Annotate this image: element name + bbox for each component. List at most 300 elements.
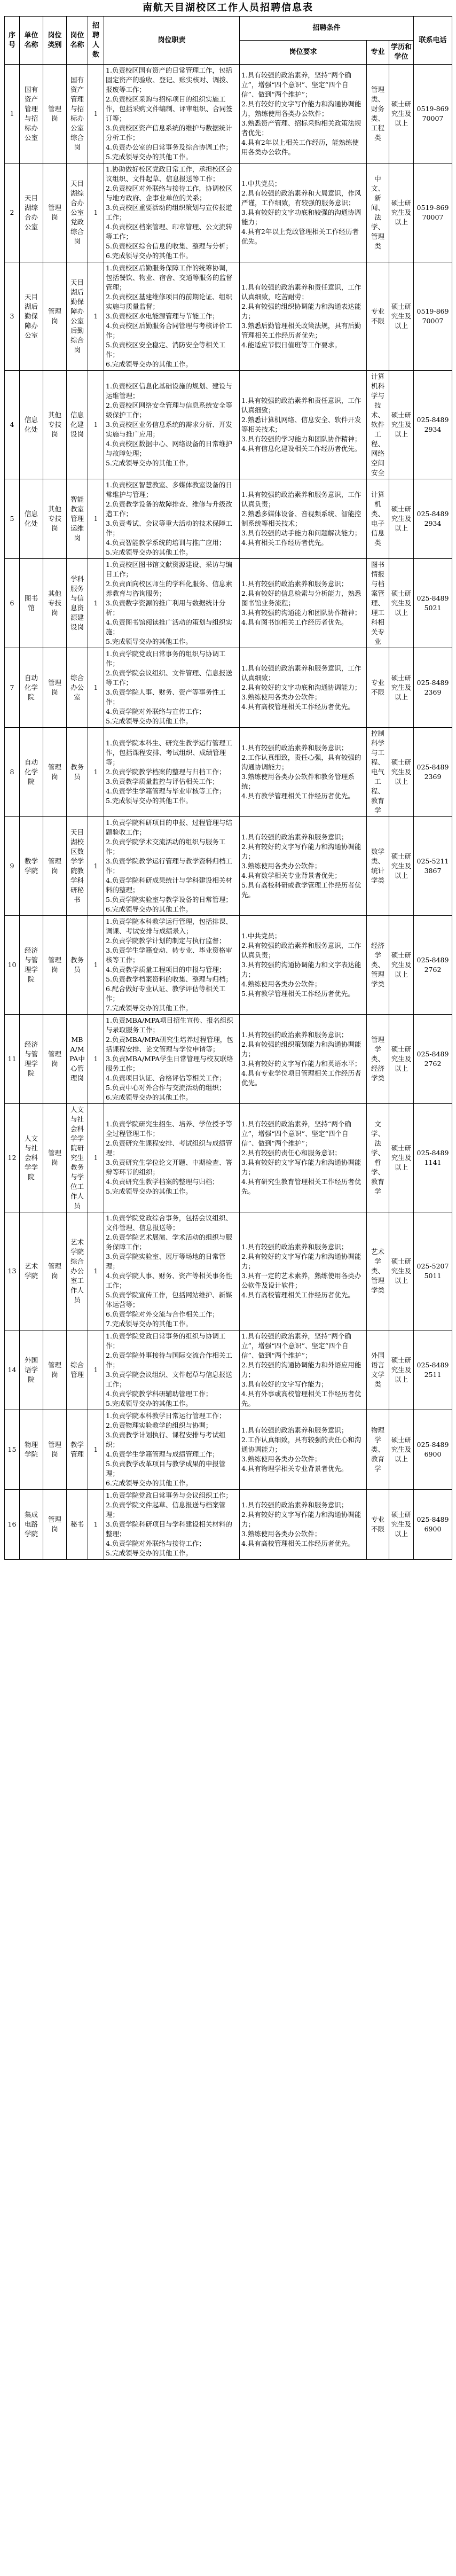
duty-item: 1.协助做好校区党政日常工作，承担校区会议组织、文件起草、信息报送等工作；	[106, 165, 232, 183]
row-unit: 天目湖后勤保障办公室	[20, 262, 43, 371]
document-title: 南航天目湖校区工作人员招聘信息表	[143, 2, 313, 13]
duty-item: 5.负责校区综合信息的收集、整理与分析；	[106, 242, 232, 250]
header-seq: 序号	[5, 17, 20, 65]
row-post-type: 管理岗	[43, 916, 67, 1015]
duty-item: 6.完成领导交办的其他工作。	[106, 1479, 192, 1487]
row-post-requirements	[240, 1212, 367, 1330]
row-count: 1	[88, 1330, 104, 1410]
duty-item: 7.完成领导交办的其他工作。	[106, 1320, 192, 1328]
duty-item: 2.负责校区采购与招标项目的组织实施工作，包括采购文件编制、评审组织、合同签订等；	[106, 95, 233, 122]
row-duties	[104, 164, 240, 262]
row-major: 计算机科学与技术、软件工程、网络空间安全	[367, 371, 389, 479]
row-post-type: 管理岗	[43, 262, 67, 371]
duty-item: 7.完成领导交办的其他工作。	[106, 1004, 192, 1012]
row-seq: 4	[5, 371, 20, 479]
requirement-item: 4.具有专业学位项目管理相关工作经历者优先。	[241, 1069, 361, 1087]
duty-item: 6.完成领导交办的其他工作。	[106, 1093, 192, 1101]
requirement-item: 4.具有高校管理相关工作经历者优先。	[241, 1539, 355, 1547]
table-row	[5, 916, 452, 1015]
row-degree: 硕士研究生及以上	[389, 916, 414, 1015]
table-row	[5, 262, 452, 371]
requirement-item: 3.熟练使用各类办公软件和教务管理系统；	[241, 773, 355, 790]
row-unit: 天目湖综合办公室	[20, 164, 43, 262]
row-major: 控制科学与工程、电气工程、教育学	[367, 728, 389, 817]
row-phone: 0519-86970007	[414, 65, 452, 164]
row-major: 经济学类、管理学类	[367, 916, 389, 1015]
requirement-item: 4.熟练使用各类办公软件；	[241, 980, 321, 988]
row-major: 计算机类、电子信息类	[367, 479, 389, 559]
row-phone: 025-84892369	[414, 648, 452, 728]
duty-item: 2.负责面向校区师生的学科化服务、信息素养教育与咨询服务；	[106, 580, 232, 597]
duty-item: 4.负责办公室的日常事务及综合协调工作；	[106, 143, 232, 151]
requirement-item: 2.工作认真细致，具有较强的责任心和沟通协调能力；	[241, 1436, 361, 1453]
duty-item: 4.负责学院对外联络与接待工作；	[106, 1539, 206, 1547]
requirement-item: 3.具有较强的学习能力和团队协作精神；	[241, 435, 361, 443]
table-row	[5, 1104, 452, 1212]
duty-item: 5.完成领导交办的其他工作。	[106, 1549, 192, 1557]
duty-item: 5.负责校区安全稳定、消防安全等相关工作；	[106, 341, 226, 359]
row-post-name: 秘书	[67, 1490, 88, 1560]
duty-item: 2.负责学院外事接待与国际交流合作相关工作；	[106, 1351, 232, 1369]
row-post-requirements	[240, 728, 367, 817]
requirement-item: 1.具有较强的政治素养和服务意识，工作认真细致；	[241, 664, 361, 682]
row-degree: 硕士研究生及以上	[389, 817, 414, 916]
duty-item: 2.负责教学设备的故障排查、维修与升级改造工作；	[106, 500, 232, 518]
row-major: 物理学类、教育学	[367, 1410, 389, 1490]
requirement-item: 4.具有数学相关专业背景者优先；	[241, 871, 341, 880]
table-row	[5, 1330, 452, 1410]
row-post-type: 管理岗	[43, 1330, 67, 1410]
requirement-item: 2.具有较好的文字写作能力和沟通协调能力；	[241, 1511, 361, 1528]
requirement-item: 1.具有较强的政治素养和服务意识；	[241, 1243, 348, 1251]
duty-item: 4.负责学生学籍管理与毕业审核等工作；	[106, 787, 226, 795]
duty-item: 3.负责考试、会议等重大活动的技术保障工作；	[106, 519, 232, 537]
duty-item: 2.负责校区基建维修项目的前期论证、组织实施与质量监督；	[106, 293, 232, 310]
requirement-item: 4.能适应节假日值班等工作要求。	[241, 341, 341, 349]
row-phone: 0519-86970007	[414, 262, 452, 371]
duty-item: 2.负责学院艺术展演、学术活动的组织与服务保障工作；	[106, 1233, 232, 1251]
duty-item: 4.负责学院人事、财务、资产等相关事务性工作；	[106, 1272, 232, 1289]
duty-item: 2.负责学院文件起草、信息报送与档案管理；	[106, 1501, 226, 1519]
row-count: 1	[88, 559, 104, 648]
requirement-item: 3.具有较强的沟通能力和团队协作精神；	[241, 609, 361, 617]
duty-item: 5.完成领导交办的其他工作。	[106, 1399, 192, 1407]
requirement-item: 3.熟悉资产管理、招标采购相关政策法规者优先；	[241, 119, 361, 137]
requirement-item: 3.具有较好的文字写作能力；	[241, 1380, 328, 1388]
row-degree: 硕士研究生及以上	[389, 1104, 414, 1212]
row-phone: 0519-86970007	[414, 164, 452, 262]
row-unit: 集成电路学院	[20, 1490, 43, 1560]
header-post-name: 岗位名称	[67, 17, 88, 65]
table-row	[5, 559, 452, 648]
row-seq: 13	[5, 1212, 20, 1330]
row-seq: 6	[5, 559, 20, 648]
requirement-item: 1.具有较强的政治素养，坚持“两个确立”，增强“四个意识”、坚定“四个自信”、做到“两个维护”；	[241, 1120, 351, 1147]
row-seq: 2	[5, 164, 20, 262]
row-duties	[104, 1490, 240, 1560]
row-count: 1	[88, 164, 104, 262]
duty-item: 4.负责学院教学科研辅助管理工作；	[106, 1390, 213, 1398]
requirement-item: 2.具有较强的组织策划能力和沟通协调能力；	[241, 1040, 361, 1058]
requirement-item: 2.熟悉多媒体设备、音视频系统、智能控制系统等相关技术；	[241, 510, 361, 527]
row-post-requirements	[240, 371, 367, 479]
duty-item: 1.负责学院研究生招生、培养、学位授予等全过程管理工作；	[106, 1120, 232, 1138]
duty-item: 3.负责学院教学运行管理与教学资料归档工作；	[106, 857, 232, 875]
duty-item: 4.负责学院科研成果统计与学科建设相关材料的整理；	[106, 876, 232, 894]
row-post-name: 综合管理	[67, 1330, 88, 1410]
requirement-item: 1.具有较强的政治素养和服务意识；	[241, 1031, 348, 1039]
row-phone: 025-52113867	[414, 817, 452, 916]
table-row	[5, 728, 452, 817]
requirement-item: 2.具有较好的文字写作能力和沟通协调能力，熟练使用各类办公软件；	[241, 100, 361, 118]
duty-item: 2.负责研究生课程安排、考试组织与成绩管理；	[106, 1139, 232, 1157]
table-row	[5, 1490, 452, 1560]
requirement-item: 5.具有高校科研或教学管理工作经历者优先。	[241, 881, 361, 899]
header-post-type: 岗位类别	[43, 17, 67, 65]
duty-item: 2.负责校区网络安全管理与信息系统安全等级保护工作；	[106, 401, 232, 419]
row-unit: 经济与管理学院	[20, 1015, 43, 1104]
row-seq: 11	[5, 1015, 20, 1104]
row-seq: 9	[5, 817, 20, 916]
header-duties: 岗位职责	[104, 17, 240, 65]
row-seq: 10	[5, 916, 20, 1015]
requirement-item: 3.熟练使用各类办公软件；	[241, 1455, 321, 1463]
table-row	[5, 1015, 452, 1104]
duty-item: 4.负责项目认证、合格评估等相关工作；	[106, 1074, 226, 1082]
duty-item: 5.完成领导交办的其他工作。	[106, 1187, 192, 1195]
requirement-item: 4.具有教学管理相关工作经历者优先。	[241, 792, 355, 800]
table-header	[5, 17, 452, 65]
row-post-type: 管理岗	[43, 728, 67, 817]
row-degree: 硕士研究生及以上	[389, 1015, 414, 1104]
duty-item: 1.负责学院本科生、研究生教学运行管理工作，包括课程安排、考试组织、成绩管理等；	[106, 739, 232, 766]
duty-item: 1.负责学院科研项目的申报、过程管理与结题验收工作；	[106, 819, 232, 836]
row-post-name: 天目湖综合办公室党政综合岗	[67, 164, 88, 262]
row-count: 1	[88, 1104, 104, 1212]
requirement-item: 3.具有较好的文字功底和较强的沟通协调能力；	[241, 208, 361, 226]
row-seq: 1	[5, 65, 20, 164]
row-post-requirements	[240, 164, 367, 262]
row-count: 1	[88, 728, 104, 817]
row-post-type: 管理岗	[43, 1015, 67, 1104]
duty-item: 1.负责学院本科教学日常运行管理工作；	[106, 1412, 226, 1420]
row-duties	[104, 1212, 240, 1330]
row-degree: 硕士研究生及以上	[389, 65, 414, 164]
requirement-item: 1.具有较强的政治素养和服务意识；	[241, 1426, 348, 1434]
row-post-type: 其他专技岗	[43, 479, 67, 559]
row-major: 专业不限	[367, 648, 389, 728]
duty-item: 5.负责教学档案资料的收集、整理与归档；	[106, 975, 232, 983]
requirement-item: 2.具有较好的文字写作能力和沟通协调能力；	[241, 843, 361, 860]
requirement-item: 1.具有较强的政治素养和责任意识，工作认真细致，吃苦耐劳；	[241, 283, 361, 301]
row-duties	[104, 479, 240, 559]
row-post-type: 管理岗	[43, 817, 67, 916]
duty-item: 3.负责教学计划执行、课程安排与考试组织；	[106, 1431, 226, 1449]
duty-item: 3.负责数字资源的推广利用与数据统计分析；	[106, 599, 226, 617]
requirement-item: 2.具有较强的沟通协调能力和外语应用能力；	[241, 1361, 361, 1379]
row-count: 1	[88, 1490, 104, 1560]
row-duties	[104, 371, 240, 479]
requirement-item: 4.具有外事或高校管理相关工作经历者优先。	[241, 1390, 361, 1407]
row-duties	[104, 817, 240, 916]
requirement-item: 1.具有较强的政治素养和服务意识；	[241, 1501, 348, 1509]
table-body	[5, 65, 452, 1560]
table-row	[5, 817, 452, 916]
requirement-item: 4.具有高校管理相关工作经历者优先。	[241, 1291, 355, 1299]
requirement-item: 3.熟练使用各类办公软件；	[241, 862, 321, 870]
duty-item: 5.完成领导交办的其他工作。	[106, 459, 192, 467]
duty-item: 2.负责学院会议组织、文件管理、信息报送等工作；	[106, 669, 232, 687]
row-degree: 硕士研究生及以上	[389, 1212, 414, 1330]
table-row	[5, 1212, 452, 1330]
row-post-name: 智能教室管理运维岗	[67, 479, 88, 559]
row-unit: 图书馆	[20, 559, 43, 648]
requirement-item: 1.具有较强的政治素养和责任意识，工作认真细致；	[241, 396, 361, 414]
duty-item: 2.负责学院教学计划的制定与执行监督；	[106, 937, 226, 945]
row-unit: 外国语学院	[20, 1330, 43, 1410]
row-post-type: 其他专技岗	[43, 559, 67, 648]
duty-item: 2.负责MBA/MPA研究生培养过程管理，包括课程安排、论文管理与学位申请等；	[106, 1036, 233, 1053]
row-degree: 硕士研究生及以上	[389, 1490, 414, 1560]
duty-item: 1.负责学院党政综合事务，包括会议组织、文件管理、信息报送等；	[106, 1214, 232, 1232]
table-row	[5, 65, 452, 164]
requirement-item: 2.具有较强的组织协调能力和沟通表达能力；	[241, 302, 361, 320]
row-post-type: 其他专技岗	[43, 371, 67, 479]
requirement-item: 4.具有2年以上相关工作经历，能熟练使用各类办公软件。	[241, 138, 359, 156]
duty-item: 1.负责MBA/MPA项目招生宣传、报名组织与录取服务工作；	[106, 1016, 233, 1034]
row-duties	[104, 1015, 240, 1104]
header-post-req: 岗位要求	[240, 41, 367, 65]
row-unit: 信息化处	[20, 479, 43, 559]
duty-item: 5.完成领导交办的其他工作。	[106, 153, 192, 161]
duty-item: 4.负责学生学籍管理与成绩管理工作；	[106, 1450, 219, 1458]
duty-item: 3.负责学院人事、财务、资产等事务性工作；	[106, 688, 226, 706]
row-seq: 8	[5, 728, 20, 817]
requirement-item: 1.中共党员；	[241, 180, 281, 188]
row-degree: 硕士研究生及以上	[389, 728, 414, 817]
row-unit: 数学学院	[20, 817, 43, 916]
row-unit: 国有资产管理与招标办公室	[20, 65, 43, 164]
row-phone: 025-84895021	[414, 559, 452, 648]
requirement-item: 4.具有图书馆相关工作经历者优先。	[241, 618, 348, 626]
row-post-type: 管理岗	[43, 65, 67, 164]
requirement-item: 4.具有2年以上党政管理相关工作经历者优先。	[241, 228, 359, 245]
table-row	[5, 371, 452, 479]
duty-item: 5.完成领导交办的其他工作。	[106, 637, 192, 645]
row-degree: 硕士研究生及以上	[389, 371, 414, 479]
row-post-type: 管理岗	[43, 164, 67, 262]
row-unit: 自动化学院	[20, 648, 43, 728]
row-post-name: 教学管理	[67, 1410, 88, 1490]
row-post-name: 艺术学院综合办公室工作人员	[67, 1212, 88, 1330]
row-major: 文学、法学、哲学、教育学	[367, 1104, 389, 1212]
row-phone: 025-84892934	[414, 479, 452, 559]
header-count: 招聘人数	[88, 17, 104, 65]
duty-item: 1.负责校区信息化基础设施的规划、建设与运维管理；	[106, 382, 232, 400]
duty-item: 4.负责校区后勤服务合同管理与考核评价工作；	[106, 322, 232, 339]
duty-item: 3.负责校区资产信息系统的维护与数据统计分析工作；	[106, 124, 232, 142]
row-post-type: 管理岗	[43, 1490, 67, 1560]
duty-item: 1.负责学院党政日常事务的组织与协调工作；	[106, 650, 226, 667]
requirement-item: 3.具有较好的文字写作能力和英语水平；	[241, 1060, 361, 1068]
row-post-requirements	[240, 65, 367, 164]
header-requirements-group: 招聘条件	[240, 17, 414, 41]
row-count: 1	[88, 817, 104, 916]
row-major: 外国语言文学类	[367, 1330, 389, 1410]
row-major: 专业不限	[367, 262, 389, 371]
duty-item: 4.负责学院对外联络与宣传工作；	[106, 707, 206, 715]
requirement-item: 5.具有教学管理相关工作经历者优先。	[241, 990, 355, 998]
row-post-requirements	[240, 1490, 367, 1560]
requirement-item: 1.具有较强的政治素养和服务意识；	[241, 833, 348, 841]
requirement-item: 1.具有较强的政治素养和服务意识，工作认真负责；	[241, 491, 361, 508]
row-phone: 025-84892934	[414, 371, 452, 479]
row-post-requirements	[240, 648, 367, 728]
duty-item: 5.完成领导交办的其他工作。	[106, 548, 192, 556]
row-degree: 硕士研究生及以上	[389, 262, 414, 371]
requirement-item: 3.具有一定的艺术素养，熟练使用各类办公软件及设计软件；	[241, 1272, 361, 1289]
duty-item: 2.负责学院教学档案的整理与归档工作；	[106, 768, 226, 776]
row-duties	[104, 559, 240, 648]
duty-item: 1.负责学院党政日常事务的组织与协调工作；	[106, 1332, 226, 1350]
requirement-item: 2.熟悉计算机网络、信息安全、软件开发等相关技术；	[241, 416, 361, 433]
duty-item: 5.完成领导交办的其他工作。	[106, 797, 192, 805]
requirement-item: 3.具有较强的动手能力和问题解决能力；	[241, 529, 361, 537]
row-duties	[104, 262, 240, 371]
row-degree: 硕士研究生及以上	[389, 559, 414, 648]
row-unit: 人文与社会科学学院	[20, 1104, 43, 1212]
row-count: 1	[88, 65, 104, 164]
row-seq: 16	[5, 1490, 20, 1560]
row-phone: 025-84892369	[414, 728, 452, 817]
duty-item: 3.负责学院会议组织、文件起草与信息报送工作；	[106, 1371, 232, 1388]
duty-item: 3.负责MBA/MPA学生日常管理与校友联络服务工作；	[106, 1055, 233, 1072]
row-degree: 硕士研究生及以上	[389, 1330, 414, 1410]
requirement-item: 2.具有较强的政治素养和大局意识，作风严谨，工作细致，有较强的服务意识；	[241, 189, 361, 207]
requirement-item: 1.中共党员；	[241, 932, 281, 940]
table-row	[5, 479, 452, 559]
requirement-item: 3.熟练使用各类办公软件；	[241, 693, 321, 701]
row-phone: 025-84892511	[414, 1330, 452, 1410]
row-duties	[104, 65, 240, 164]
row-major: 专业不限	[367, 1490, 389, 1560]
duty-item: 1.负责学院党政日常事务与会议组织工作；	[106, 1491, 232, 1499]
row-count: 1	[88, 1015, 104, 1104]
row-count: 1	[88, 371, 104, 479]
row-post-name: 综合办公室	[67, 648, 88, 728]
duty-item: 3.负责校区重要活动的组织策划与宣传报道工作；	[106, 204, 232, 221]
row-unit: 艺术学院	[20, 1212, 43, 1330]
row-post-name: 人文与社会科学学院研究生教务与学位工作人员	[67, 1104, 88, 1212]
duty-item: 6.完成领导交办的其他工作。	[106, 905, 192, 913]
row-major: 数学类、统计学类	[367, 817, 389, 916]
row-phone: 025-84892762	[414, 916, 452, 1015]
row-post-name: 信息化建设岗	[67, 371, 88, 479]
requirement-item: 2.具有较好的信息检索与分析能力，熟悉图书馆业务流程；	[241, 589, 361, 607]
requirement-item: 2.具有较强的责任心和服务意识；	[241, 1149, 341, 1157]
requirement-item: 2.具有较好的文字功底和沟通协调能力；	[241, 683, 361, 691]
row-phone: 025-84896900	[414, 1490, 452, 1560]
requirement-item: 4.具有研究生教育管理相关工作经历者优先。	[241, 1178, 361, 1195]
row-post-name: 学科服务与信息资源建设岗	[67, 559, 88, 648]
duty-item: 3.负责学院实验室、展厅等场地的日常管理；	[106, 1252, 226, 1270]
duty-item: 2.负责校区对外联络与接待工作，协调校区与地方政府、企事业单位的关系；	[106, 184, 232, 202]
recruitment-table	[4, 16, 452, 1560]
duty-item: 6.完成领导交办的其他工作。	[106, 360, 192, 368]
duty-item: 3.负责学院科研项目与学科建设相关材料的整理；	[106, 1520, 232, 1538]
requirement-item: 1.具有较强的政治素养，坚持“两个确立”，增强“四个意识”、坚定“四个自信”、做到“两个维护”；	[241, 1332, 351, 1359]
row-post-name: 教务员	[67, 916, 88, 1015]
row-count: 1	[88, 648, 104, 728]
row-seq: 5	[5, 479, 20, 559]
requirement-item: 4.具有信息化建设相关工作经历者优先。	[241, 445, 361, 453]
row-post-requirements	[240, 1410, 367, 1490]
row-post-name: 天目湖后勤保障办公室后勤综合岗	[67, 262, 88, 371]
row-count: 1	[88, 1410, 104, 1490]
duty-item: 5.负责学院宣传工作，包括网站维护、新媒体运营等；	[106, 1291, 232, 1309]
row-post-type: 管理岗	[43, 1212, 67, 1330]
requirement-item: 2.具有较好的文字写作能力和沟通协调能力；	[241, 1252, 361, 1270]
duty-item: 4.负责校区档案管理、印章管理、公文流转等工作；	[106, 223, 232, 240]
row-post-name: MBA/MPA中心管理岗	[67, 1015, 88, 1104]
row-post-requirements	[240, 916, 367, 1015]
row-degree: 硕士研究生及以上	[389, 1410, 414, 1490]
row-duties	[104, 1330, 240, 1410]
row-count: 1	[88, 479, 104, 559]
duty-item: 5.负责教学改革项目与教学成果的申报管理；	[106, 1460, 226, 1477]
duty-item: 5.负责中心对外合作与交流活动的组织；	[106, 1084, 226, 1092]
duty-item: 1.负责校区图书馆文献资源建设、采访与编目工作；	[106, 561, 232, 578]
row-post-name: 教务员	[67, 728, 88, 817]
duty-item: 6.完成领导交办的其他工作。	[106, 252, 192, 260]
duty-item: 2.负责物理实验教学的组织与协调；	[106, 1421, 213, 1429]
duty-item: 1.负责校区后勤服务保障工作的统筹协调，包括餐饮、物业、宿舍、交通等服务的监督管理；	[106, 264, 233, 291]
header-unit: 单位名称	[20, 17, 43, 65]
duty-item: 2.负责学院学术交流活动的组织与服务工作；	[106, 838, 226, 855]
row-post-type: 管理岗	[43, 1410, 67, 1490]
row-unit: 物理学院	[20, 1410, 43, 1490]
requirement-item: 1.具有较强的政治素养，坚持“两个确立”，增强“四个意识”、坚定“四个自信”、做到“两个维护”；	[241, 71, 351, 98]
row-major: 管理学类、经济学类	[367, 1015, 389, 1104]
requirement-item: 3.具有较强的沟通协调能力和文字表达能力；	[241, 961, 361, 978]
duty-item: 3.负责校区业务信息系统的需求分析、开发实施与推广应用；	[106, 421, 232, 438]
table-row	[5, 164, 452, 262]
row-post-requirements	[240, 559, 367, 648]
row-degree: 硕士研究生及以上	[389, 648, 414, 728]
requirement-item: 1.具有较强的政治素养和服务意识；	[241, 744, 348, 752]
row-post-name: 天目湖校区数学学院教学科研秘书	[67, 817, 88, 916]
duty-item: 4.负责图书馆阅读推广活动的策划与组织实施；	[106, 618, 232, 636]
row-seq: 14	[5, 1330, 20, 1410]
row-post-requirements	[240, 1330, 367, 1410]
row-seq: 3	[5, 262, 20, 371]
row-duties	[104, 1104, 240, 1212]
row-phone: 025-52075011	[414, 1212, 452, 1330]
row-major: 管理类、财务类、工程类	[367, 65, 389, 164]
requirement-item: 3.熟练使用各类办公软件；	[241, 1530, 321, 1538]
header-degree: 学历和学位	[389, 41, 414, 65]
row-seq: 7	[5, 648, 20, 728]
duty-item: 4.负责智能教学系统的培训与推广应用；	[106, 539, 226, 547]
header-major: 专业	[367, 41, 389, 65]
requirement-item: 4.具有高校管理相关工作经历者优先。	[241, 703, 355, 711]
row-post-requirements	[240, 1104, 367, 1212]
duty-item: 3.负责教学质量监控与评估相关工作；	[106, 777, 219, 785]
duty-item: 4.负责校区数据中心、网络设备的日常维护与故障处理；	[106, 440, 232, 457]
row-duties	[104, 728, 240, 817]
row-duties	[104, 648, 240, 728]
row-major: 图书情报与档案管理、理工科相关专业	[367, 559, 389, 648]
